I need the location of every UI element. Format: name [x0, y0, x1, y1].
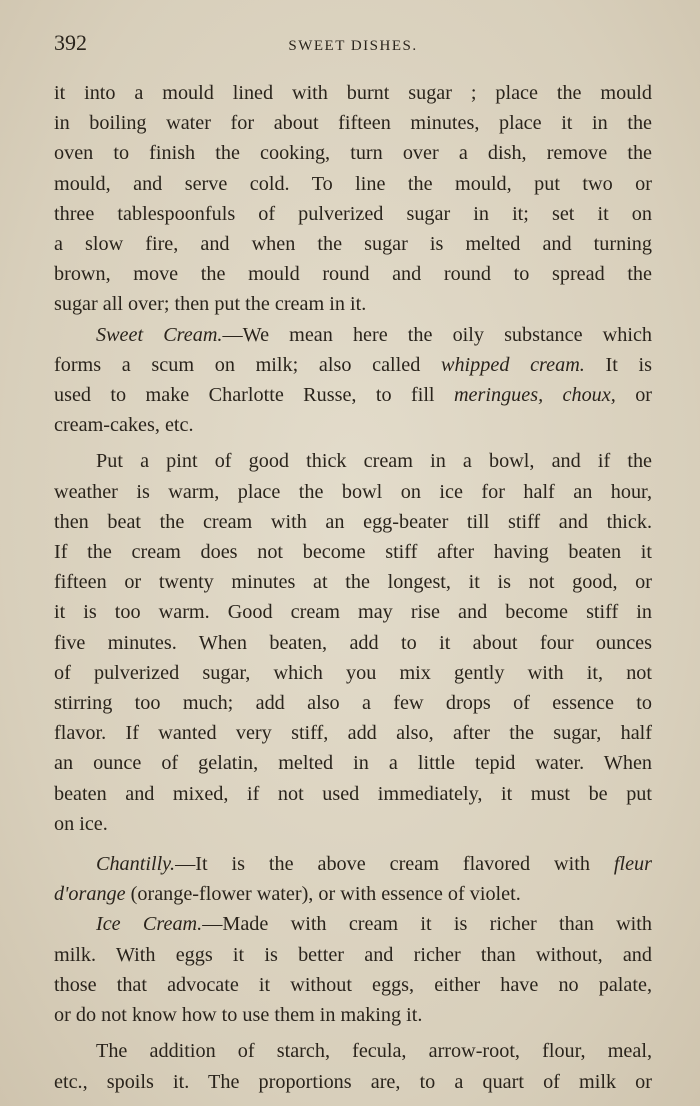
text-line: mould, and serve cold. To line the mould, put two or	[54, 172, 652, 195]
text-line	[54, 909, 652, 939]
text-line: then beat the cream with an egg-beater till stiff and thick.	[54, 510, 652, 533]
text-line: three tablespoonfuls of pulverized sugar in it; set it on	[54, 202, 652, 225]
paragraph-chantilly	[54, 849, 652, 909]
paragraph-whipping-instructions	[54, 446, 652, 839]
text-line	[54, 320, 652, 350]
paragraph-sweet-cream	[54, 320, 652, 441]
text-line: stirring too much; add also a few drops of essence to	[54, 692, 652, 715]
text-line: it is too warm. Good cream may rise and become stiff in	[54, 601, 652, 624]
paragraph-continuation	[54, 78, 652, 320]
text-span: (orange-flower water), or with essence of violet.	[125, 883, 521, 906]
text-line: it into a mould lined with burnt sugar ; place the mould	[54, 82, 652, 104]
text-line	[54, 350, 652, 380]
paragraph-ice-cream	[54, 909, 652, 1030]
section-heading: Chantilly.	[96, 853, 176, 876]
text-line: oven to finish the cooking, turn over a dish, remove the	[54, 142, 652, 165]
text-line: an ounce of gelatin, melted in a little tepid water. When	[54, 752, 652, 775]
text-span: It is	[584, 353, 653, 376]
text-line: five minutes. When beaten, add to it about four ounces	[54, 631, 652, 654]
text-line: weather is warm, place the bowl on ice for half an hour,	[54, 480, 652, 503]
italic-term: d'orange	[54, 883, 126, 906]
text-line: flavor. If wanted very stiff, add also, after the sugar, half	[54, 722, 652, 745]
text-line: etc., spoils it. The proportions are, to a quart of milk or	[54, 1070, 652, 1093]
text-line: in boiling water for about fifteen minutes, place it in the	[54, 112, 652, 135]
paragraph-additions	[54, 1036, 652, 1096]
text-line: on ice.	[54, 812, 108, 835]
text-line: sugar all over; then put the cream in it.	[54, 293, 367, 316]
text-span: —Made with cream it is richer than with	[202, 913, 652, 936]
text-line	[54, 849, 652, 879]
text-line: or do not know how to use them in making it.	[54, 1004, 423, 1027]
text-line	[54, 879, 652, 909]
section-heading: Ice Cream.	[96, 913, 203, 936]
page-header	[54, 30, 652, 62]
running-head: SWEET DISHES.	[288, 38, 418, 54]
text-line: If the cream does not become stiff after having beaten it	[54, 541, 652, 564]
text-line: of pulverized sugar, which you mix gently with it, not	[54, 661, 652, 684]
text-line	[54, 380, 652, 410]
page-number: 392	[54, 30, 87, 55]
text-line: milk. With eggs it is better and richer than without, and	[54, 943, 652, 966]
text-line: Put a pint of good thick cream in a bowl, and if the	[96, 450, 652, 473]
text-span: —We mean here the oily substance which	[222, 323, 652, 346]
text-line: cream-cakes, etc.	[54, 414, 194, 437]
italic-term: meringues, choux,	[453, 384, 616, 407]
text-line: beaten and mixed, if not used immediately, it must be put	[54, 782, 652, 805]
text-line: a slow fire, and when the sugar is melted and turning	[54, 233, 652, 256]
text-span: —It is the above cream flavored with	[175, 853, 590, 876]
text-span: or	[615, 384, 653, 407]
text-line: The addition of starch, fecula, arrow-root, flour, meal,	[96, 1040, 652, 1063]
text-span: used to make Charlotte Russe, to fill	[54, 384, 435, 407]
section-heading: Sweet Cream.	[96, 323, 223, 346]
italic-term: fleur	[613, 853, 652, 876]
text-line: fifteen or twenty minutes at the longest, it is not good, or	[54, 571, 652, 594]
text-line: those that advocate it without eggs, either have no palate,	[54, 973, 652, 996]
text-line: brown, move the mould round and round to spread the	[54, 263, 652, 286]
italic-term: whipped cream.	[441, 353, 585, 376]
text-span: forms a scum on milk; also called	[54, 353, 421, 376]
